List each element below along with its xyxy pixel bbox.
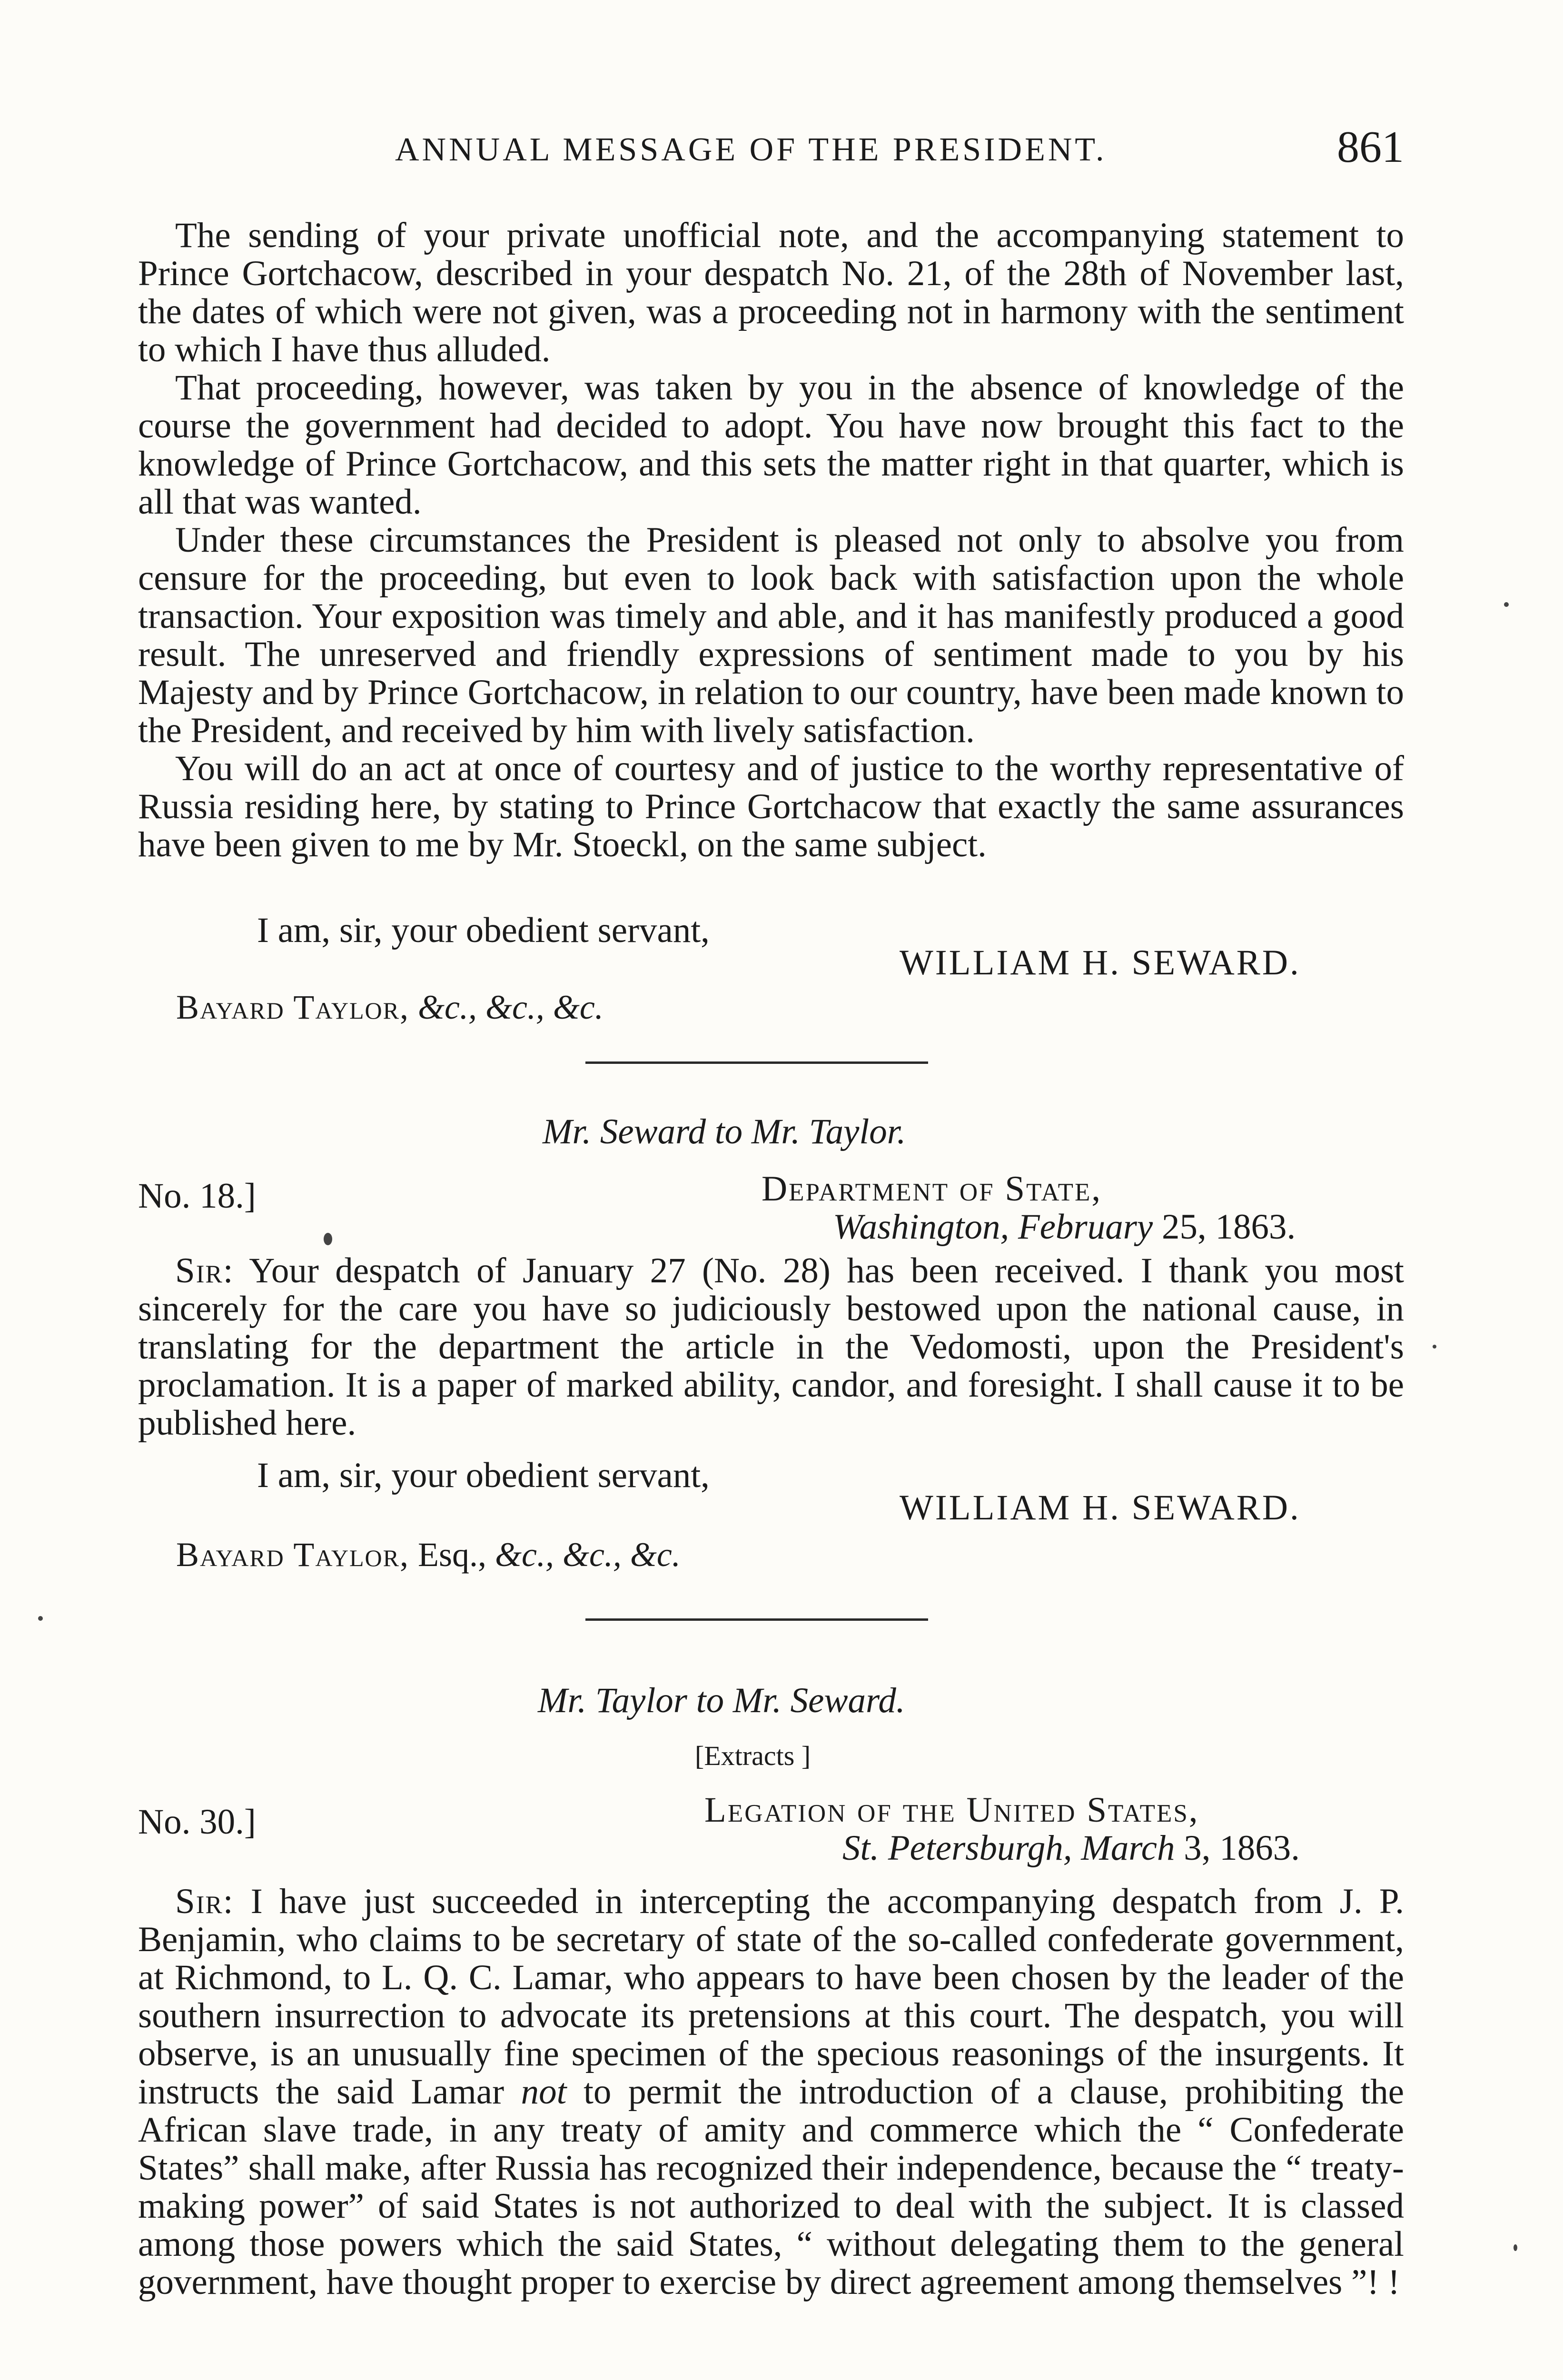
section-divider	[585, 1618, 928, 1621]
scan-speck	[324, 1233, 332, 1245]
paragraph: Under these circumstances the President is pleased not only to absolve you from censure for the proceeding, but even to look back with satisfaction upon the whole transaction. Your exposition was timely and able, and it has manifestly produced a good result. The unreserved and friendly expressions of sentiment made to you by his Majesty and by Prince Gortchacow, in relation to our country, have been made known to the President, and received by him with lively satisfaction.	[138, 520, 1404, 750]
letter3-body	[138, 1883, 1404, 2301]
dateline-place: St. Petersburgh, March	[842, 1828, 1175, 1868]
letter2-body	[138, 1252, 1404, 1442]
addressee-esq: Esq.,	[417, 1536, 486, 1574]
letter1-addressee	[176, 988, 603, 1027]
section-divider	[585, 1061, 928, 1064]
letter2-dateline	[833, 1207, 1296, 1248]
page-header	[138, 121, 1404, 174]
letter3-extracts-note: [Extracts ]	[695, 1740, 811, 1771]
letter2-closing: I am, sir, your obedient servant,	[257, 1456, 710, 1495]
letter2-number: No. 18.]	[138, 1176, 256, 1216]
emphasis: not	[521, 2072, 567, 2112]
letter2-heading: Mr. Seward to Mr. Taylor.	[543, 1112, 906, 1151]
scan-speck	[38, 1616, 43, 1621]
body-text: Your despatch of January 27 (No. 28) has been received. I thank you most sincerely for the care you have so judiciously bestowed upon the national cause, in translating for the department the article in the Vedomosti, upon the President's proclamation. It is a paper of marked ability, candor, and foresight. I shall cause it to be published here.	[138, 1251, 1404, 1443]
page-number: 861	[1337, 122, 1404, 172]
salutation: Sir:	[175, 1882, 234, 1921]
addressee-name: Bayard Taylor,	[176, 988, 409, 1026]
letter1-signature: WILLIAM H. SEWARD.	[900, 943, 1301, 982]
addressee-etc: &c., &c., &c.	[495, 1536, 681, 1574]
paragraph	[138, 1883, 1404, 2301]
letter2-signature: WILLIAM H. SEWARD.	[900, 1488, 1301, 1527]
paragraph	[138, 1252, 1404, 1442]
letter3-heading: Mr. Taylor to Mr. Seward.	[538, 1681, 905, 1720]
body-text: I have just succeeded in intercepting the accompanying despatch from J. P. Benjamin, who claims to be secretary of state of the so-called confederate government, at Richmond, to L. Q. C. Lamar, who appears to have been chosen by the leader of the southern insurrection to advocate its pretensions at this court. The despatch, you will observe, is an unusually fine specimen of the specious reasonings of the insurgents. It instructs the said Lamar	[138, 1882, 1404, 2112]
letter3-number: No. 30.]	[138, 1802, 256, 1842]
salutation: Sir:	[175, 1251, 234, 1290]
scan-speck	[1433, 1345, 1436, 1349]
dateline-date: 25, 1863.	[1161, 1207, 1296, 1247]
paragraph: That proceeding, however, was taken by you in the absence of knowledge of the course the government had decided to adopt. You have now brought this fact to the knowledge of Prince Gortchacow, and this sets the matter right in that quarter, which is all that was wanted.	[138, 368, 1404, 522]
letter2-addressee	[176, 1535, 681, 1575]
running-head: ANNUAL MESSAGE OF THE PRESIDENT.	[395, 131, 1107, 168]
paragraph: The sending of your private unofficial note, and the accompanying statement to Prince Gortchacow, described in your despatch No. 21, of the 28th of November last, the dates of which were not given, was a proceeding not in harmony with the sentiment to which I have thus alluded.	[138, 216, 1404, 369]
letter3-dateline	[842, 1828, 1300, 1869]
letter1-closing: I am, sir, your obedient servant,	[257, 911, 710, 950]
letter1-body	[138, 217, 1404, 864]
body-text: to permit the introduction of a clause, prohibiting the African slave trade, in any treaty of amity and commerce which the “ Confederate States” shall make, after Russia has recognized their independence, because the “ treaty-making power” of said States is not authorized to deal with the subject. It is classed among those powers which the said States, “ without delegating them to the general government, have thought proper to exercise by direct agreement among themselves ”! !	[138, 2072, 1405, 2302]
letter2-department: Department of State,	[762, 1169, 1102, 1209]
letter3-legation: Legation of the United States,	[704, 1790, 1199, 1830]
addressee-name: Bayard Taylor,	[176, 1536, 409, 1574]
dateline-date: 3, 1863.	[1184, 1828, 1300, 1868]
scan-speck	[1504, 602, 1509, 607]
dateline-place: Washington, February	[833, 1207, 1153, 1247]
addressee-etc: &c., &c., &c.	[417, 988, 603, 1026]
paragraph: You will do an act at once of courtesy and of justice to the worthy representative of Russia residing here, by stating to Prince Gortchacow that exactly the same assurances have been given to me by Mr. Stoeckl, on the same subject.	[138, 749, 1404, 864]
scan-speck	[1514, 2244, 1517, 2251]
